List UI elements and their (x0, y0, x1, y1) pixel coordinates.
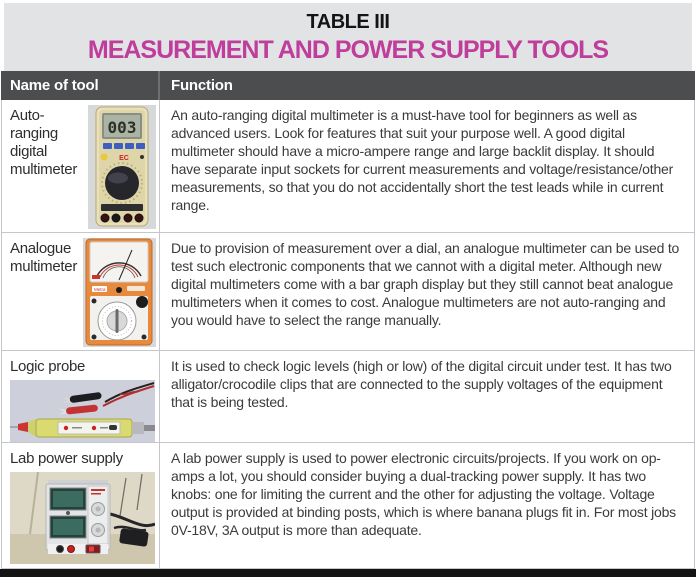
table-row (2, 233, 694, 351)
lab-power-supply-photo (10, 472, 155, 564)
bottom-rule (0, 569, 696, 577)
tool-name-cell (2, 443, 160, 568)
header-name-of-tool: Name of tool (1, 71, 160, 100)
analogue-multimeter-photo (83, 238, 156, 347)
tool-name-cell (2, 233, 160, 350)
svg-text:EC: EC (119, 155, 129, 162)
tool-function-cell (160, 100, 694, 232)
tool-name: Logic probe (10, 358, 86, 375)
table-number-title: TABLE III (306, 11, 390, 33)
tool-name: Analogue multimeter (10, 240, 78, 275)
tool-name: Auto-ranging digital multimeter (10, 107, 78, 178)
tool-function-cell (160, 233, 694, 350)
table-row (2, 351, 694, 443)
table-row (2, 100, 694, 233)
tool-function-cell (160, 443, 694, 568)
tool-function: It is used to check logic levels (high or low) of the digital circuit under test. It has two alligator/crocodile clips that are connected to the supply voltages of the equipment that is being tested. (171, 358, 672, 410)
table-header-row (1, 71, 695, 100)
table-row (2, 443, 694, 569)
logic-probe-photo (10, 380, 155, 442)
svg-text:003: 003 (107, 118, 137, 137)
table-main-title: MEASUREMENT AND POWER SUPPLY TOOLS (87, 36, 609, 64)
tool-function-cell (160, 351, 694, 442)
tool-function: An auto-ranging digital multimeter is a must-have tool for beginners as well as advanced users. Look for features that suit your purpose well. A good digital multimeter should have a micro-ampere range and large backlit display. It should have separate input sockets for current measurements and voltage/resistance/other measurements, so that you do not accidentally short the test leads while in current range. (171, 107, 674, 213)
table-body (1, 100, 695, 569)
tool-name: Lab power supply (10, 450, 123, 467)
tool-name-cell (2, 100, 160, 232)
tool-name-cell (2, 351, 160, 442)
table-title-block (4, 3, 692, 71)
tool-function: A lab power supply is used to power electronic circuits/projects. If you work on op-amps a lot, you should consider buying a dual-tracking power supply. It has two knobs: one for limiting the current and the other for adjusting the voltage. Voltage output is provided at binding posts, which is where banana plugs fit in. For most jobs 0V-18V, 3A output is more than adequate. (171, 450, 676, 538)
svg-text:Metra: Metra (94, 287, 106, 292)
header-function: Function (171, 77, 233, 94)
tool-function: Due to provision of measurement over a dial, an analogue multimeter can be used to test such electronic components that we cannot with a digital meter. Although new digital multimeters come with a bar graph display but they still cannot beat analogue multimeters when it comes to cost. Analogue multimeters are not auto-ranging and you would have to select the range manually. (171, 240, 680, 328)
digital-multimeter-photo (88, 105, 156, 229)
